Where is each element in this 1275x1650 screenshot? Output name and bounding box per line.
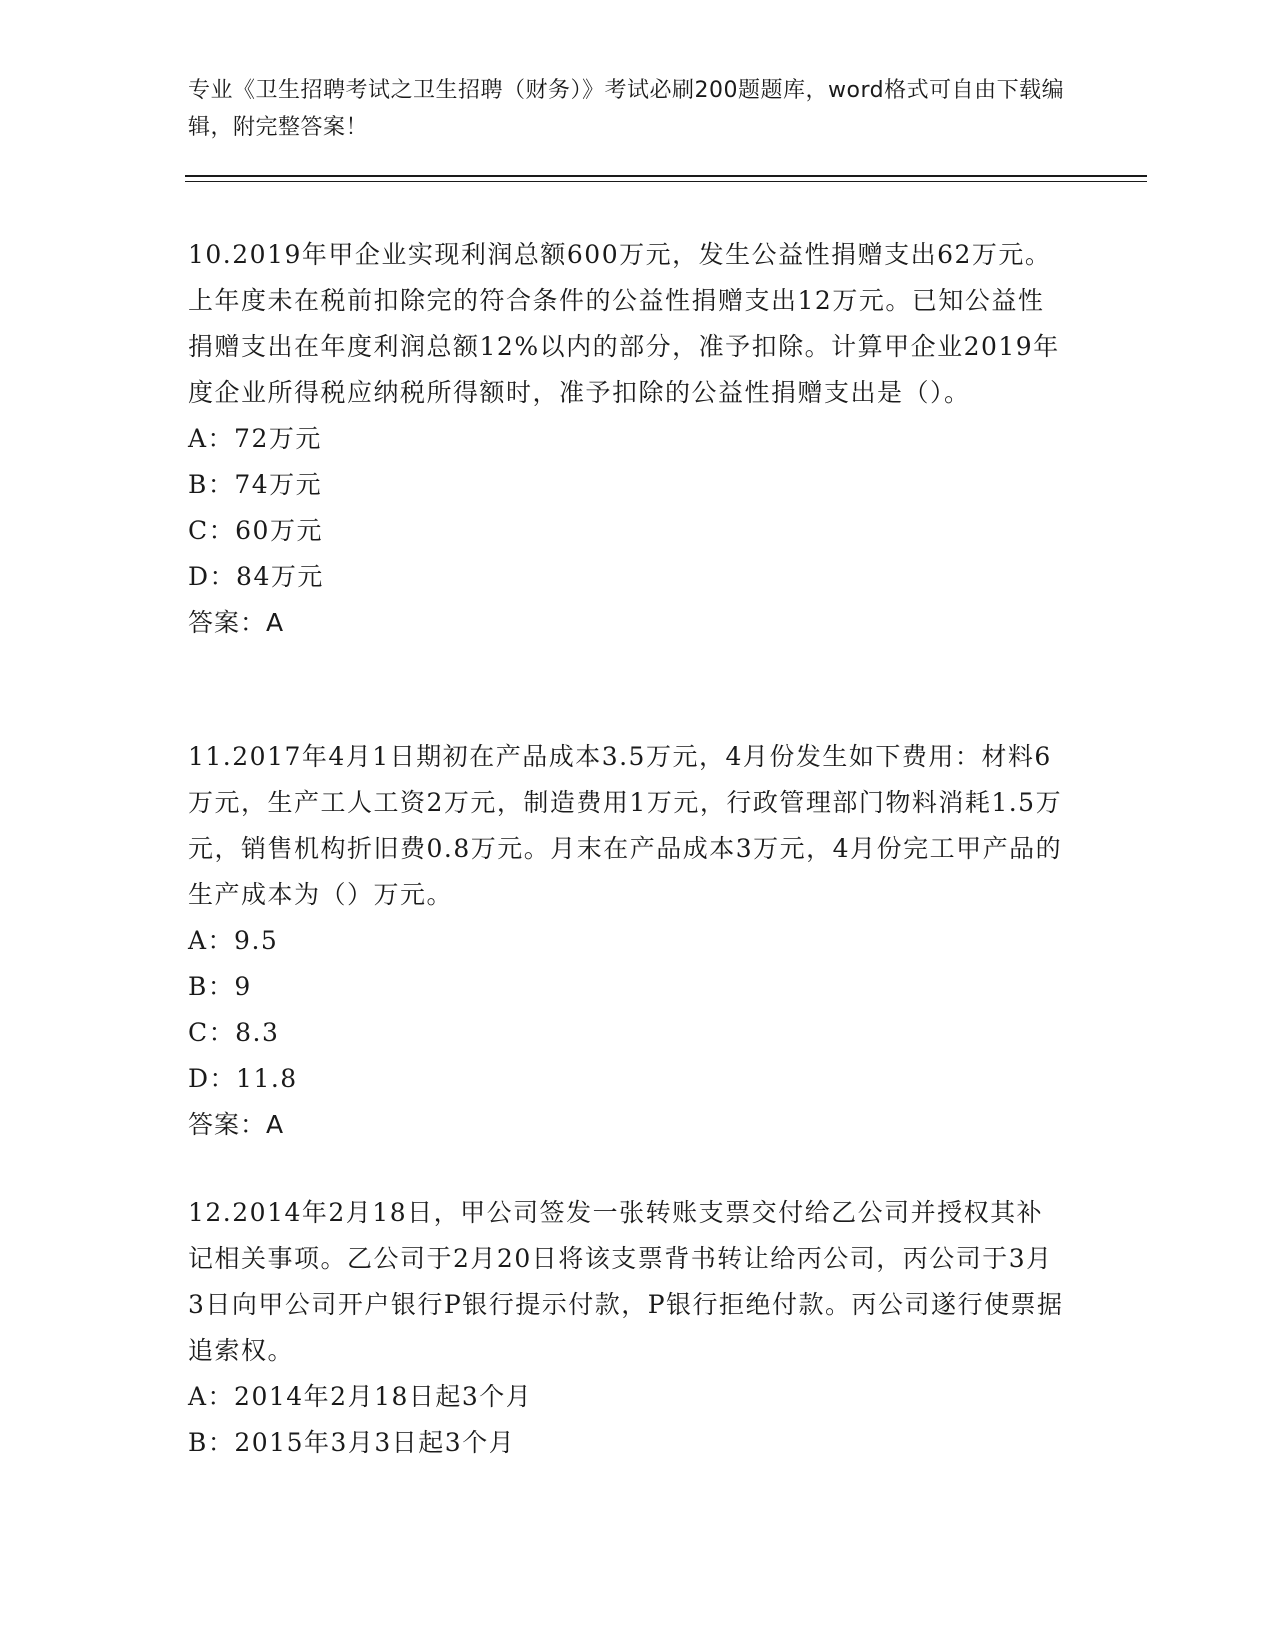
question-stem: 10.2019年甲企业实现利润总额600万元，发生公益性捐赠支出62万元。上年度未在税前扣除完的符合条件的公益性捐赠支出12万元。已知公益性捐赠支出在年度利润总额12%以内的部分，准予扣除。计算甲企业2019年度企业所得税应纳税所得额时，准予扣除的公益性捐赠支出是（）。 (188, 240, 1060, 407)
option-d: D：84万元 (188, 562, 324, 591)
option-c: C：8.3 (188, 1018, 280, 1047)
option-a: A：72万元 (188, 424, 322, 453)
option-c: C：60万元 (188, 516, 323, 545)
option-d: D：11.8 (188, 1064, 298, 1093)
question-10 (188, 232, 1068, 646)
option-b: B：2015年3月3日起3个月 (188, 1428, 516, 1457)
document-header: 专业《卫生招聘考试之卫生招聘（财务）》考试必刷200题题库，word格式可自由下载编辑，附完整答案！ (188, 78, 1065, 140)
option-b: B：9 (188, 972, 252, 1001)
header-divider-thick (185, 175, 1147, 177)
answer-line: 答案：A (188, 608, 285, 637)
question-stem: 12.2014年2月18日，甲公司签发一张转账支票交付给乙公司并授权其补记相关事项。乙公司于2月20日将该支票背书转让给丙公司，丙公司于3月3日向甲公司开户银行P银行提示付款，P银行拒绝付款。丙公司遂行使票据追索权。 (188, 1198, 1064, 1365)
option-b: B：74万元 (188, 470, 323, 499)
answer-line: 答案：A (188, 1110, 285, 1139)
header-divider-thin (185, 181, 1147, 182)
question-11 (188, 734, 1068, 1148)
option-a: A：9.5 (188, 926, 279, 955)
question-12 (188, 1190, 1068, 1466)
question-stem: 11.2017年4月1日期初在产品成本3.5万元，4月份发生如下费用：材料6万元，生产工人工资2万元，制造费用1万元，行政管理部门物料消耗1.5万元，销售机构折旧费0.8万元。月末在产品成本3万元，4月份完工甲产品的生产成本为（）万元。 (188, 742, 1063, 909)
option-a: A：2014年2月18日起3个月 (188, 1382, 533, 1411)
